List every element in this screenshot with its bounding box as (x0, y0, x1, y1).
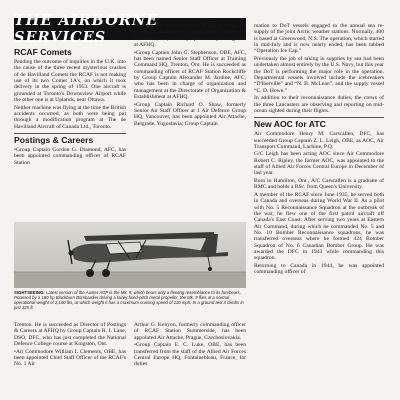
paragraph: Returning to Canada in 1944, he was appointed commanding officer of (254, 262, 384, 276)
heading-postings-careers: Postings & Careers (14, 134, 94, 145)
paragraph: Previously the job of taking in supplies by sea had been undertaken almost entirely by the U.S. Navy, but this year the DoT is performing the major role in the operation. Departmental vessels involved include the icebreakers “D'Iberville” and “N. B. McLean”, and the supply vessel “C. D. Howe.” (254, 55, 384, 94)
paragraph: In addition to their reconnaissance duties, the crews of the three Lancasters are observing and reporting on mid-ocean sighted during their flights. (254, 95, 384, 114)
paragraph: Born in Hamilton, Ont., A/C Carscallen is a graduate of RMC and holds a BSc. from Queen's University. (254, 177, 384, 191)
column-2-bottom (134, 322, 246, 369)
paragraph: England. He is succeeded at AFHQ as Associate for Standardization by Group Captain Charles W. Crossland, CD, formerly Special Project Engineer at AFHQ. (134, 23, 247, 49)
section-banner: THE AIRBORNE SERVICES (14, 18, 246, 40)
paragraph: Air Commodore Henry M. Carscallen, DFC, has succeeded Group Captain Z. L. Leigh, OBE, as AOC, Air Transport Command, Lachine, P.Q. (254, 131, 384, 150)
column-2-top (134, 23, 246, 128)
column-1-top (14, 46, 126, 167)
paragraph: Pending the outcome of inquiries in the U.K. into the cause of the three recent mysterious crashes of de Havilland Comets the RCAF is not making use of its two Comet 1A's, on which it took delivery in the spring of 1953. One aircraft is grounded at Toronto's Downsview Airport while the other one is at Uplands, near Ottawa. (14, 59, 126, 104)
paragraph: Neither machine was flying at the time the British accidents occurred, as both were being put through a modification program at The de Havilland Aircraft of Canada Ltd., Toronto. (14, 104, 126, 130)
heading-rcaf-comets: RCAF Comets (14, 47, 72, 57)
auster-aircraft-photo (14, 222, 246, 288)
paragraph: Arthur G. Kenyon, formerly commanding officer of RCAF Station Summerside, has been appointed Air Attache, Prague, Czechoslovakia. (134, 322, 246, 341)
paragraph: •Group Captain Gordon G. Diamond, AFC, has been appointed commanding officer of RCAF Station (14, 146, 126, 166)
paragraph: •Group Captain E. C. Luke, OBE, has been transferred from the staff of the Allied Air Forces Central Europe HQ, Fontainebleau, France, for duties (134, 342, 246, 368)
paragraph: •Air Commodore William I. Clements, OBE, has been appointed Chief Staff Officer of the RCAF's No. 1 Air (14, 348, 126, 368)
column-1-bottom (14, 322, 126, 369)
paragraph: A member of the RCAF since June 1935, he served both in Canada and overseas during World War II. As a pilot with No. 5 Reconnaissance Squadron at the outbreak of the war, he flew one of the first patrol aircraft off Canada's East Coast. After serving two years at Eastern Air Command, during which he commanded No. 5 and No. 10 Bomber Reconnaissance squadrons, he was transferred overseas where he formed 424 Bomber Squadron of No. 6 Canadian Bomber Group. He was awarded the DFC in 1943 while commanding this squadron. (254, 191, 384, 262)
paragraph: mation to DoT vessels engaged to the annual sea re-supply of the joint Arctic weather stations. Normally, 400 is based at Greenwood, N.S. The operation, which started in mid-July and is now nearly ended, has been tabbed “Operation Ice Cap.” (254, 23, 384, 55)
paragraph: G/C Leigh has been acting AOC since Air Commodore Robert C. Ripley, the former AOC, was appointed to the staff of Allied Air Forces Central Europe in December of last year. (254, 151, 384, 177)
caption-lead: SIGHTSEEING: (14, 290, 45, 295)
aircraft-illustration (14, 222, 246, 288)
paragraph: Trenton. He is succeeded as Director of Postings & Careers at AFHQ by Group Captain R. J. Lane, DSO, DFC, who has just completed the National Defence College course at Kingston, Ont. (14, 322, 126, 348)
divider (254, 117, 384, 118)
caption-text: Latest version of the Auster AOP is the Mk. 9, which bears only a fleeting resemblance to its forebears. Powered by a 180 hp Blackburn Bombardier driving a fairey fixed-pitch metal propeller, the Mk. 9 flies at a normal operational weight of 2,100 lbs, at which weight it has a maximum cruising speed of 110 mph. In a ground test it climbs in just 325 ft. (14, 290, 244, 311)
photo-caption (14, 290, 244, 310)
column-3 (254, 23, 384, 277)
divider (14, 133, 126, 134)
paragraph: •Group Captain John G. Stephenson, OBE, AFC, has been named Senior Staff Officer at Training Command HQ, Trenton, Ont. He is succeeded as commanding officer of RCAF Station Rockcliffe by Group Captain Alexander M. Jardine, AFC, who has been in charge of organization and management at the Directorate of Organization & Establishment at AFHQ. (134, 49, 246, 100)
heading-new-aoc: New AOC for ATC (254, 119, 326, 130)
paragraph: •Group Captain Richard O. Shaw, formerly Senior Air Staff Officer at 1 Air Defence Group HQ, Vancouver, has been appointed Air Attache, Belgrade, Yugoslavia; Group Captain (134, 101, 246, 127)
